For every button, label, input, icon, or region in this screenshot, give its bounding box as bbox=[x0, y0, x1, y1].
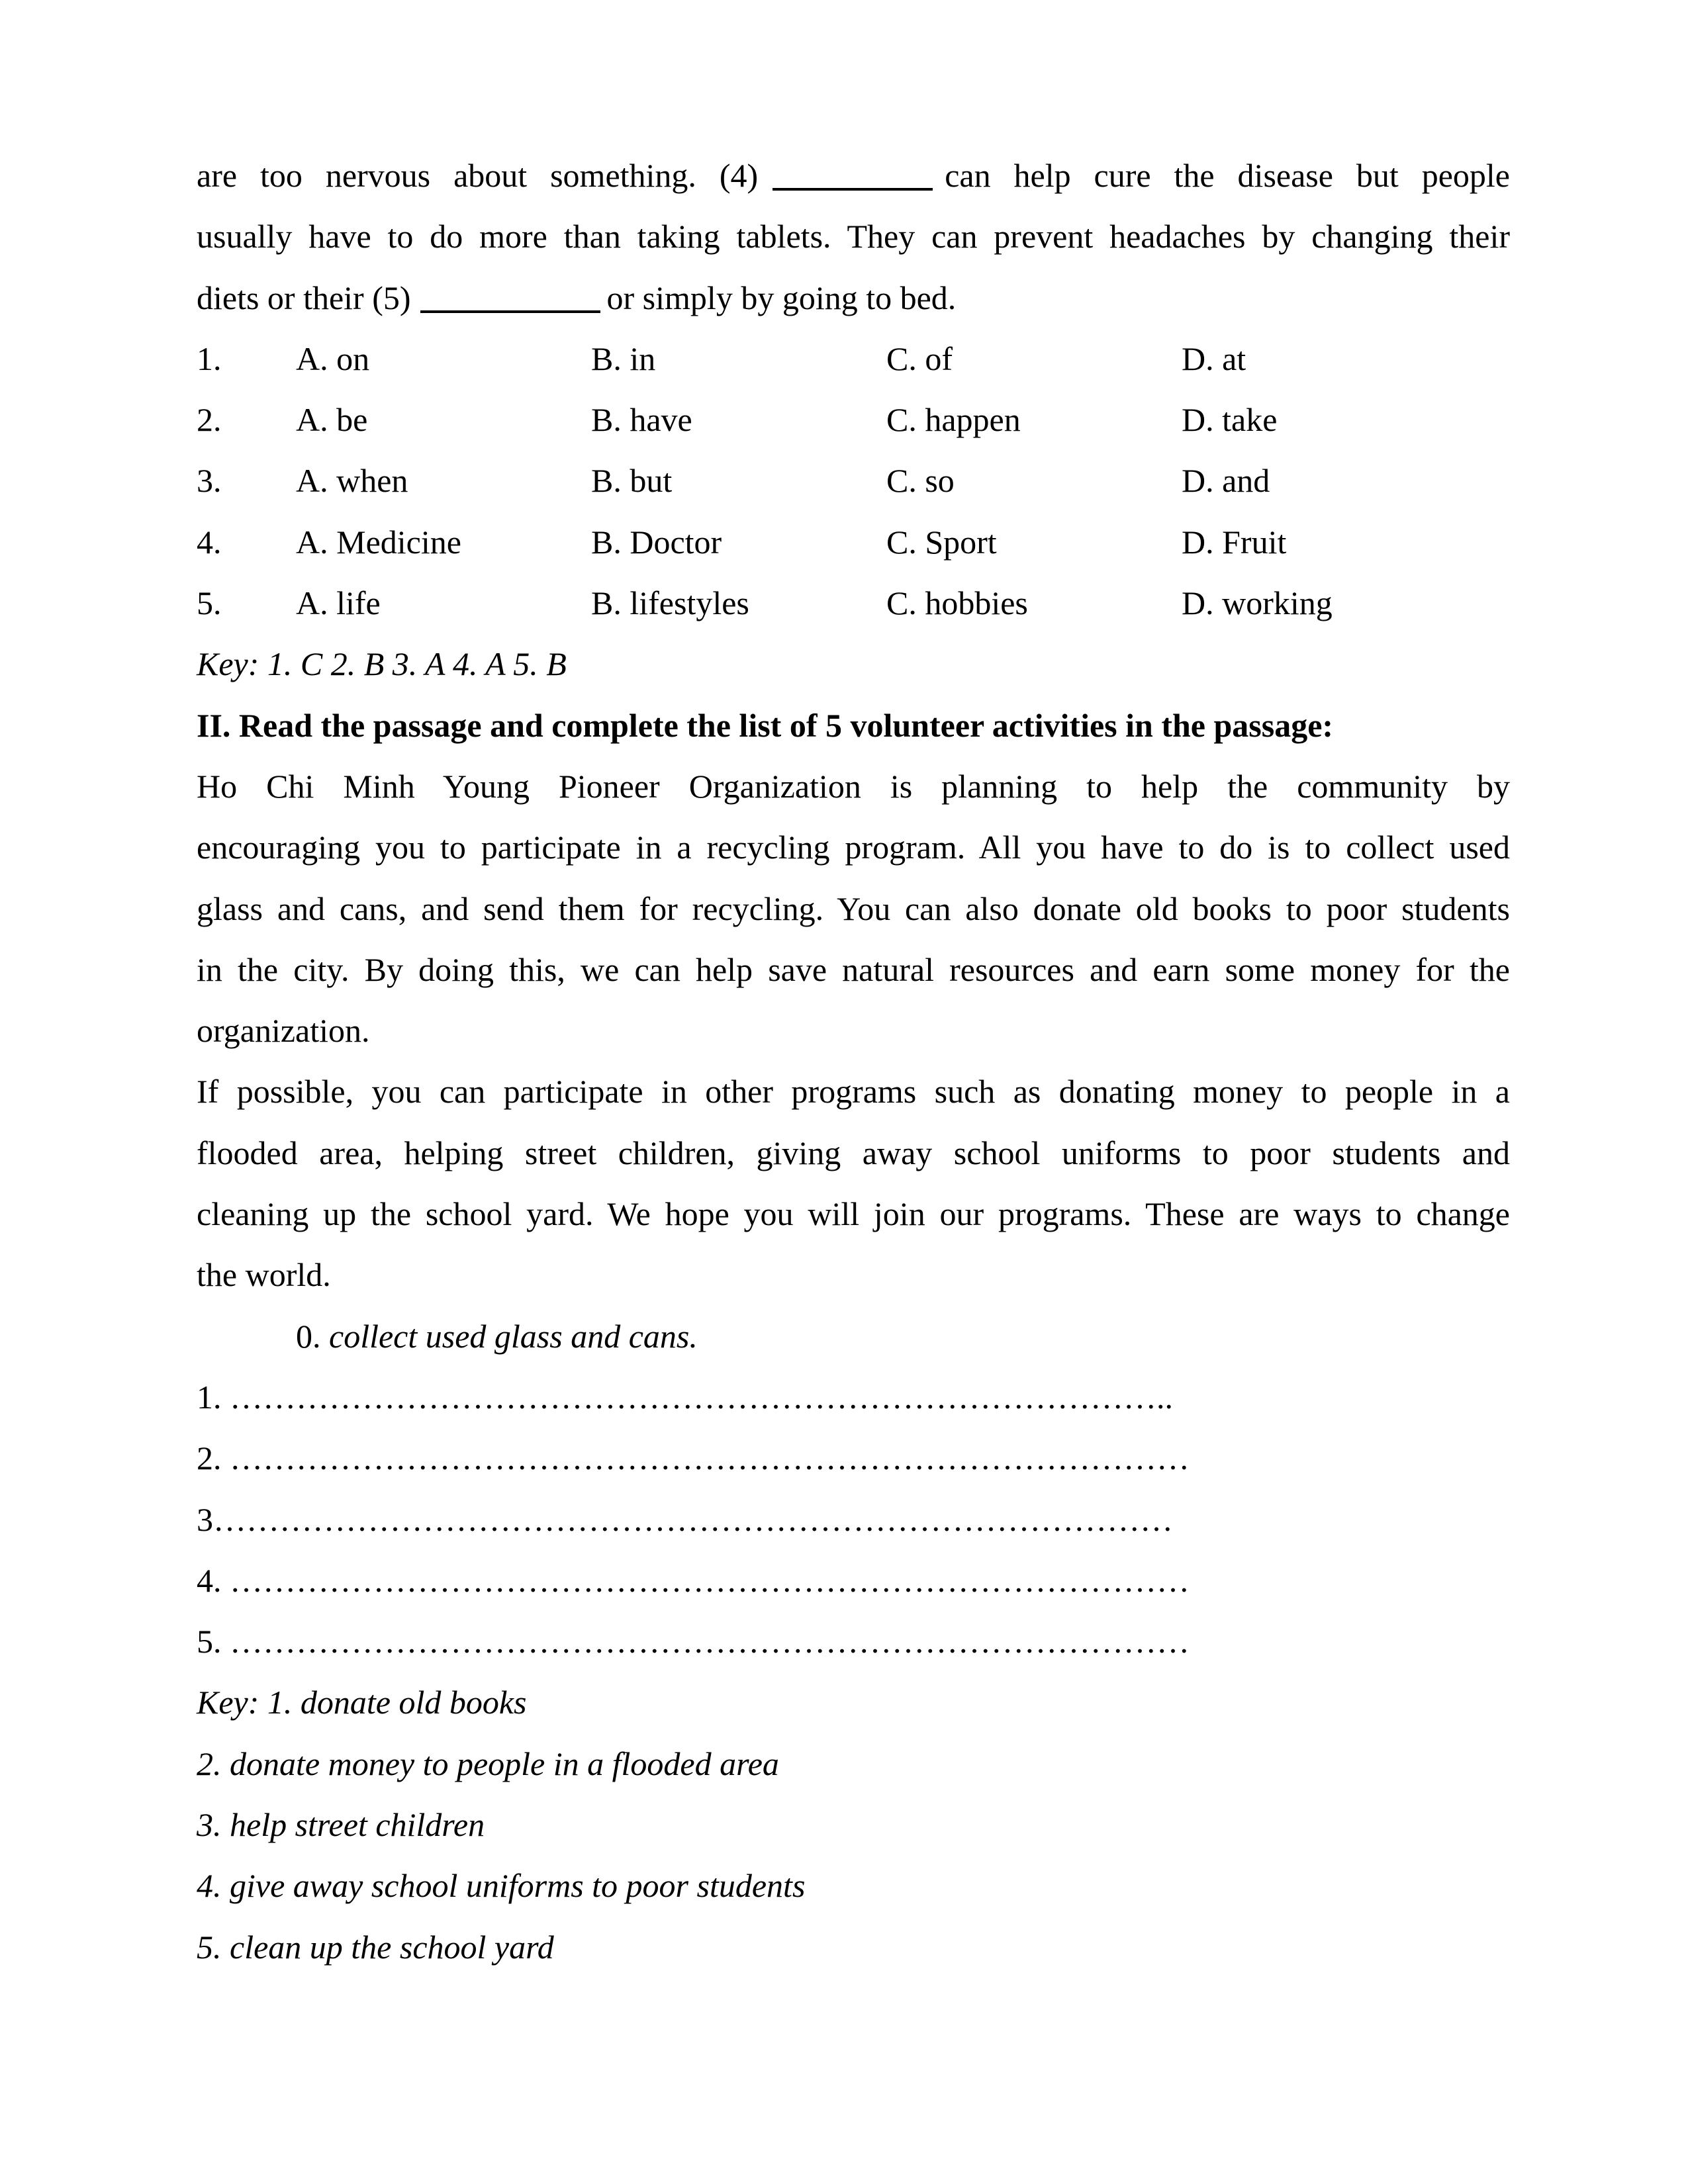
option-c[interactable]: C. so bbox=[886, 462, 955, 500]
option-a[interactable]: A. on bbox=[296, 340, 370, 377]
option-b[interactable]: B. have bbox=[591, 401, 692, 439]
blank-label: (5) bbox=[372, 279, 411, 316]
answer-key-2-item: 3. help street children bbox=[197, 1806, 485, 1844]
blank-4[interactable] bbox=[773, 188, 933, 191]
passage-line: cleaning up the school yard. We hope you will join our programs. These are ways to change bbox=[197, 1195, 1510, 1233]
option-b[interactable]: B. but bbox=[591, 462, 673, 500]
option-c[interactable]: C. of bbox=[886, 340, 953, 377]
passage-line bbox=[197, 145, 1510, 206]
option-d[interactable]: D. take bbox=[1182, 401, 1278, 439]
option-b[interactable]: B. lifestyles bbox=[591, 584, 749, 622]
question-row bbox=[197, 512, 1510, 572]
answer-key-1: Key: 1. C 2. B 3. A 4. A 5. B bbox=[197, 645, 567, 683]
option-c[interactable]: C. hobbies bbox=[886, 584, 1028, 622]
question-row bbox=[197, 572, 1510, 633]
option-a[interactable]: A. be bbox=[296, 401, 368, 439]
option-b[interactable]: B. in bbox=[591, 340, 656, 377]
section-heading: II. Read the passage and complete the list of 5 volunteer activities in the passage: bbox=[197, 706, 1334, 744]
question-number: 3. bbox=[197, 462, 222, 500]
example-text: collect used glass and cans. bbox=[329, 1317, 698, 1355]
answer-line-4[interactable]: 4. …………………………………………………………………………… bbox=[197, 1561, 1190, 1599]
passage-line: usually have to do more than taking tablets. They can prevent headaches by changing their bbox=[197, 218, 1510, 255]
blank-5[interactable] bbox=[420, 310, 600, 313]
option-c[interactable]: C. Sport bbox=[886, 523, 997, 561]
option-d[interactable]: D. working bbox=[1182, 584, 1333, 622]
example-answer bbox=[197, 1306, 1510, 1367]
question-row bbox=[197, 450, 1510, 511]
question-number: 5. bbox=[197, 584, 222, 622]
passage-line: flooded area, helping street children, giving away school uniforms to poor students and bbox=[197, 1134, 1510, 1171]
passage-line: If possible, you can participate in other programs such as donating money to people in a bbox=[197, 1073, 1510, 1111]
question-row bbox=[197, 389, 1510, 450]
option-c[interactable]: C. happen bbox=[886, 401, 1021, 439]
passage-line: the world. bbox=[197, 1256, 331, 1294]
blank-label: (4) bbox=[719, 157, 759, 194]
passage-line: Ho Chi Minh Young Pioneer Organization is planning to help the community by bbox=[197, 767, 1510, 805]
option-a[interactable]: A. when bbox=[296, 462, 408, 500]
answer-key-2-item: 2. donate money to people in a flooded area bbox=[197, 1745, 779, 1782]
answer-line-5[interactable]: 5. …………………………………………………………………………… bbox=[197, 1623, 1190, 1661]
passage-text: diets or their bbox=[197, 279, 364, 316]
answer-line-1[interactable]: 1. ………………………………………………………………………….. bbox=[197, 1378, 1173, 1416]
passage-line: in the city. By doing this, we can help save natural resources and earn some money for the bbox=[197, 950, 1510, 988]
option-a[interactable]: A. Medicine bbox=[296, 523, 461, 561]
answer-key-2-item: 5. clean up the school yard bbox=[197, 1928, 554, 1966]
document-page bbox=[197, 145, 1510, 1978]
question-row bbox=[197, 328, 1510, 389]
answer-key-2-item: 4. give away school uniforms to poor students bbox=[197, 1867, 806, 1905]
question-number: 4. bbox=[197, 523, 222, 561]
passage-text: are too nervous about something. bbox=[197, 157, 696, 194]
option-d[interactable]: D. Fruit bbox=[1182, 523, 1287, 561]
example-number: 0. bbox=[296, 1317, 321, 1355]
question-number: 1. bbox=[197, 340, 222, 377]
passage-line: glass and cans, and send them for recycling. You can also donate old books to poor students bbox=[197, 889, 1510, 927]
option-a[interactable]: A. life bbox=[296, 584, 381, 622]
passage-text: or simply by going to bed. bbox=[606, 279, 957, 316]
passage-line bbox=[197, 267, 1510, 328]
answer-line-2[interactable]: 2. …………………………………………………………………………… bbox=[197, 1439, 1190, 1477]
answer-key-2-item: Key: 1. donate old books bbox=[197, 1684, 527, 1721]
question-number: 2. bbox=[197, 401, 222, 439]
passage-line: encouraging you to participate in a recycling program. All you have to do is to collect used bbox=[197, 829, 1510, 866]
option-b[interactable]: B. Doctor bbox=[591, 523, 722, 561]
passage-line: organization. bbox=[197, 1012, 370, 1050]
option-d[interactable]: D. and bbox=[1182, 462, 1270, 500]
answer-line-3[interactable]: 3…………………………………………………………………………… bbox=[197, 1500, 1173, 1538]
option-d[interactable]: D. at bbox=[1182, 340, 1246, 377]
passage-text: can help cure the disease but people bbox=[945, 157, 1511, 194]
